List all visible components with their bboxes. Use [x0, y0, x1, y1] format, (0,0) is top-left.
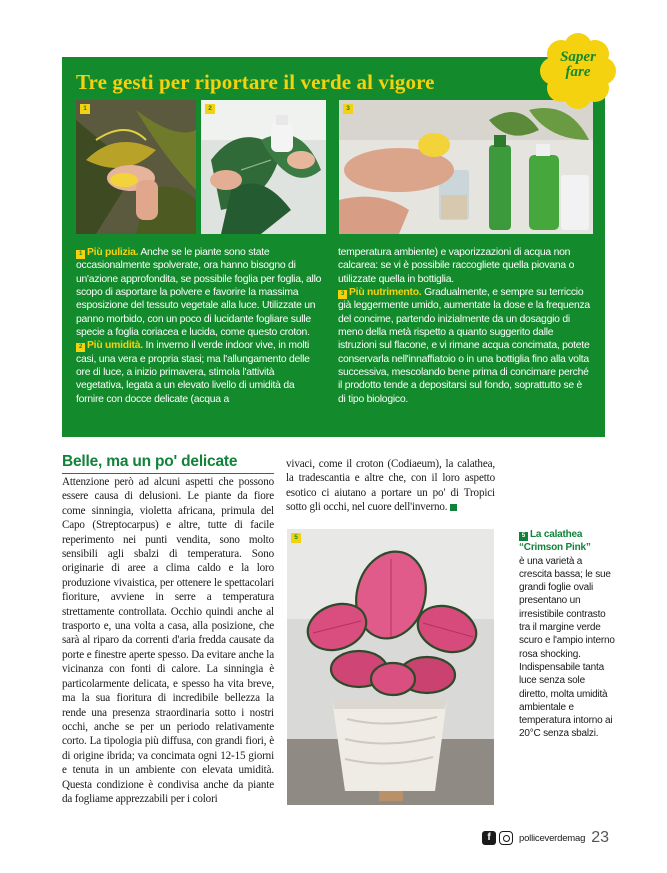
badge-line-1: Saper: [560, 49, 596, 65]
social-handle[interactable]: polliceverdemag: [519, 832, 586, 844]
tip-heading: Più umidità.: [87, 340, 143, 352]
article-paragraph-end: [286, 457, 495, 515]
tip-number-badge: 2: [76, 343, 85, 352]
tip-heading: Più pulizia.: [87, 247, 139, 258]
article-paragraph: Attenzione però ad alcuni aspetti che possono essere causa di delusioni. Le piante da fiore come sinningia, violetta africana, primula del Capo (Streptocarpus) e altre, tutte di facile reperimento nei punti vendita, sono molto sensibili agli sbalzi di temperatura. Sono originarie di aree a clima caldo e la loro produzione vivaistica, per ottenere le spettacolari fioriture, avviene in serre a temperatura strettamente controllata. Occhio quindi anche al trasporto e, una volta a casa, alla posizione, che sarà al riparo da correnti d'aria fredda causate da porte e finestre aperte spesso. Da evitare anche la vicinanza con fonti di calore. La sinningia è particolarmente delicata, e spesso ha vita breve, ma la sua fioritura di incredibile bellezza la rende una presenza straordinaria sotto i nostri occhi, anche se per un periodo relativamente corto. La tipologia più diffusa, con grandi fiori, è di origine ibrida; va concimata ogni 12-15 giorni e tenuta in un ambiente con elevata umidità. Questa condizione è condivisa anche da piante da fogliame apprezzabili per i colori: [62, 476, 274, 805]
tip-2: [76, 339, 323, 406]
page-footer: [482, 829, 609, 847]
tip-number-badge: 1: [76, 250, 85, 259]
box-title: Tre gesti per riportare il verde al vigore: [76, 70, 435, 94]
caption-title: La calathea “Crimson Pink”: [519, 529, 591, 554]
photo-number-badge: 5: [291, 533, 301, 543]
article-column-1: [62, 475, 274, 806]
article-column-2: [286, 457, 495, 515]
tip-2-continued: temperatura ambiente) e vaporizzazioni di acqua non calcarea: se vi è possibile raccogliete quella piovana o utilizzate quella in bottiglia.: [338, 247, 575, 285]
tips-column-right: [338, 246, 590, 406]
photo-number-badge: 1: [80, 104, 90, 114]
caption-number-badge: 5: [519, 532, 528, 541]
caption-text: è una varietà a crescita bassa; le sue grandi foglie ovali presentano un irresistibile contrasto tra il margine verde scuro e l'ampio interno rosa shocking. Indispensabile tanta luce senza sole diretto, molta umidità ambientale e temperatura intorno ai 20°C senza sbalzi.: [519, 555, 615, 740]
tip-text: Gradualmente, e sempre su terriccio già leggermente umido, aumentate la dose e la frequenza del concime, partendo inizialmente da un dosaggio di meno della metà rispetto a quanto suggerito dalle istruzioni sul flacone, e vi rimane acqua concimata, potete conservarla nell'innaffiatoio o in una bottiglia fino alla volta successiva, mescolando bene prima di concimare perché il prodotto tende a depositarsi sul fondo, soprattutto se è di tipo biologico.: [338, 287, 590, 405]
tips-box: [62, 57, 605, 437]
photo-caption: [519, 528, 615, 741]
tip-heading: Più nutrimento.: [349, 287, 422, 299]
photo-number-badge: 2: [205, 104, 215, 114]
tip-photo-2: [201, 100, 326, 234]
tip-text: In inverno il verde indoor vive, in molti casi, una vera e propria stasi; ma l'allungamento delle ore di luce, a inizio primavera, stimola l'attività vegetativa, legata a un elevato livello di umidità da fornire con docce delicate (acqua a: [76, 340, 310, 405]
end-of-article-mark: [450, 504, 457, 511]
tip-3: [338, 286, 590, 406]
tip-text: Anche se le piante sono state occasionalmente spolverate, ora hanno bisogno di un'azione approfondita, se possibile foglia per foglia, allo scopo di asportare la polvere e favorire la massima esposizione del tessuto vegetale alla luce. Utilizzate un panno morbido, con un poco di lucidante fogliare sulle specie a foglia coriacea e lucida, come questo croton.: [76, 247, 322, 339]
article-title: Belle, ma un po' delicate: [62, 453, 238, 470]
badge-label: [538, 50, 618, 80]
saper-fare-badge: [538, 31, 618, 111]
facebook-icon[interactable]: f: [482, 831, 496, 845]
photo-number-badge: 3: [343, 104, 353, 114]
instagram-icon[interactable]: [499, 831, 513, 845]
tip-photo-3: [339, 100, 593, 234]
tip-number-badge: 3: [338, 290, 347, 299]
tip-1: [76, 246, 323, 339]
badge-line-2: fare: [565, 64, 591, 80]
tips-column-left: [76, 246, 323, 406]
calathea-photo: [287, 529, 494, 805]
tip-photo-1: [76, 100, 196, 234]
page-number: 23: [591, 829, 609, 846]
article-paragraph-end-text: vivaci, come il croton (Codiaeum), la calathea, la tradescantia e altre che, con il loro aspetto esotico ci aiutano a portare un po' di Tropici sotto gli occhi, nel cuore dell'inverno.: [286, 458, 495, 514]
title-rule: [62, 473, 274, 474]
